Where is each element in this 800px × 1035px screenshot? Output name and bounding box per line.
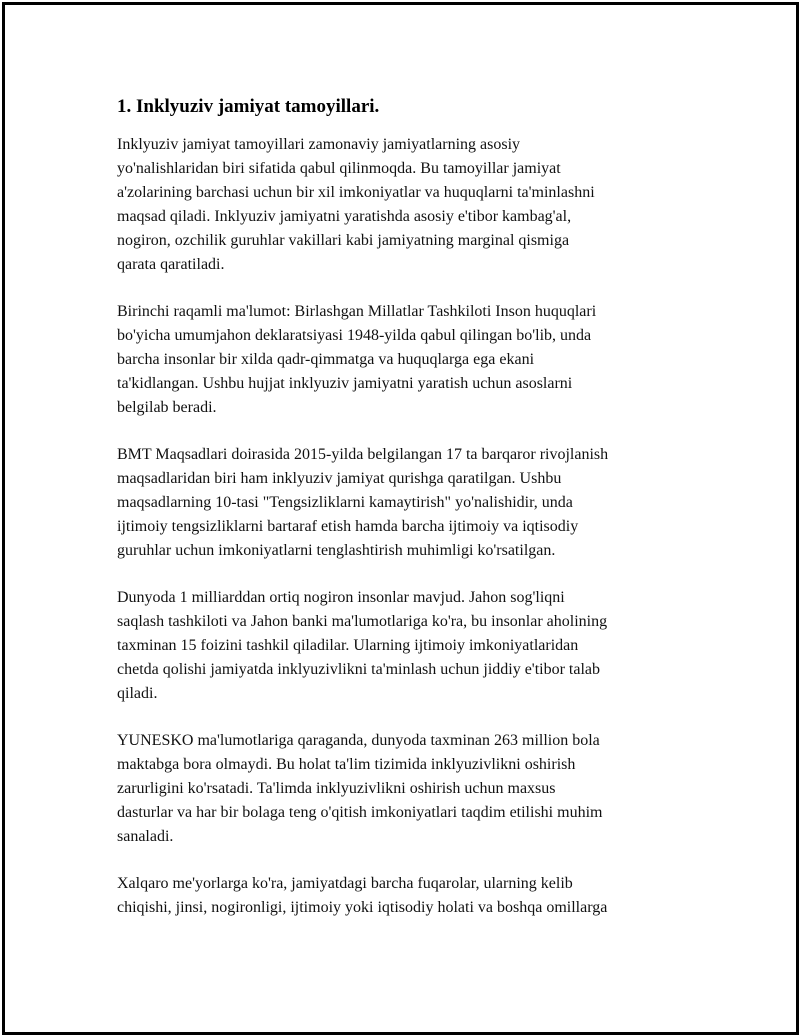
paragraph-line: guruhlar uchun imkoniyatlarni tenglashtirish muhimligi ko'rsatilgan.: [117, 542, 556, 559]
paragraph-line: chiqishi, jinsi, nogironligi, ijtimoiy yoki iqtisodiy holati va boshqa omillarga: [117, 899, 608, 916]
paragraph-line: chetda qolishi jamiyatda inklyuzivlikni ta'minlash uchun jiddiy e'tibor talab: [117, 661, 600, 678]
paragraph-line: saqlash tashkiloti va Jahon banki ma'lumotlariga ko'ra, bu insonlar aholining: [117, 613, 608, 630]
paragraph-sdg: [117, 443, 697, 563]
paragraph-line: ijtimoiy tengsizliklarni bartaraf etish hamda barcha ijtimoiy va iqtisodiy: [117, 518, 579, 535]
paragraph-line: belgilab beradi.: [117, 399, 217, 416]
paragraph-line: Dunyoda 1 milliarddan ortiq nogiron insonlar mavjud. Jahon sog'liqni: [117, 589, 565, 606]
paragraph-line: barcha insonlar bir xilda qadr-qimmatga va huquqlarga ega ekani: [117, 351, 535, 368]
paragraph-line: dasturlar va har bir bolaga teng o'qitish imkoniyatlari taqdim etilishi muhim: [117, 804, 603, 821]
paragraph-un-declaration: [117, 300, 697, 420]
paragraph-line: maqsadlarning 10-tasi "Tengsizliklarni kamaytirish" yo'nalishidir, unda: [117, 494, 573, 511]
paragraph-disability: [117, 586, 697, 706]
paragraph-unesco: [117, 729, 697, 849]
paragraph-line: maqsad qiladi. Inklyuziv jamiyatni yaratishda asosiy e'tibor kambag'al,: [117, 208, 572, 225]
paragraph-line: Inklyuziv jamiyat tamoyillari zamonaviy jamiyatlarning asosiy: [117, 136, 521, 153]
paragraph-line: qiladi.: [117, 685, 158, 702]
paragraph-line: sanaladi.: [117, 828, 174, 845]
paragraph-line: yo'nalishlaridan biri sifatida qabul qilinmoqda. Bu tamoyillar jamiyat: [117, 160, 561, 177]
paragraph-line: taxminan 15 foizini tashkil qiladilar. Ularning ijtimoiy imkoniyatlaridan: [117, 637, 579, 654]
paragraph-line: qarata qaratiladi.: [117, 256, 225, 273]
paragraph-line: a'zolarining barchasi uchun bir xil imkoniyatlar va huquqlarni ta'minlashni: [117, 184, 595, 201]
paragraph-line: YUNESKO ma'lumotlariga qaraganda, dunyoda taxminan 263 million bola: [117, 732, 600, 749]
paragraph-line: BMT Maqsadlari doirasida 2015-yilda belgilangan 17 ta barqaror rivojlanish: [117, 446, 609, 463]
paragraph-line: maqsadlaridan biri ham inklyuziv jamiyat qurishga qaratilgan. Ushbu: [117, 470, 562, 487]
paragraph-line: zarurligini ko'rsatadi. Ta'limda inklyuzivlikni oshirish uchun maxsus: [117, 780, 556, 797]
paragraph-intro: [117, 133, 697, 277]
paragraph-line: maktabga bora olmaydi. Bu holat ta'lim tizimida inklyuzivlikni oshirish: [117, 756, 576, 773]
paragraph-line: bo'yicha umumjahon deklaratsiyasi 1948-yilda qabul qilingan bo'lib, unda: [117, 327, 592, 344]
paragraph-line: Birinchi raqamli ma'lumot: Birlashgan Millatlar Tashkiloti Inson huquqlari: [117, 303, 597, 320]
section-heading: 1. Inklyuziv jamiyat tamoyillari.: [117, 96, 380, 117]
paragraph-line: Xalqaro me'yorlarga ko'ra, jamiyatdagi barcha fuqarolar, ularning kelib: [117, 875, 573, 892]
paragraph-line: ta'kidlangan. Ushbu hujjat inklyuziv jamiyatni yaratish uchun asoslarni: [117, 375, 573, 392]
paragraph-international-norms: [117, 872, 697, 920]
document-body: [117, 95, 697, 943]
paragraph-line: nogiron, ozchilik guruhlar vakillari kabi jamiyatning marginal qismiga: [117, 232, 570, 249]
